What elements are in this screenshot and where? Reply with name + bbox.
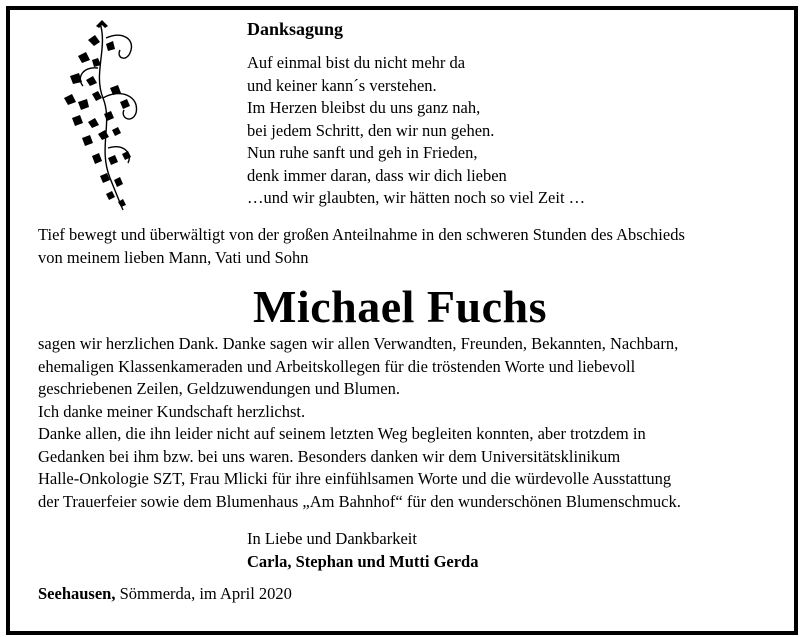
- body-line: Ich danke meiner Kundschaft herzlichst.: [38, 401, 306, 421]
- family-names: Carla, Stephan und Mutti Gerda: [247, 551, 479, 571]
- body-line: Danke allen, die ihn leider nicht auf seinem letzten Weg begleiten konnten, aber trotzdem in: [38, 424, 646, 443]
- poem-line: Auf einmal bist du nicht mehr da: [247, 53, 466, 72]
- place-date: Sömmerda, im April 2020: [115, 584, 292, 603]
- ivy-vine-icon: [48, 18, 158, 213]
- poem-line: bei jedem Schritt, den wir nun gehen.: [247, 120, 495, 140]
- body-line: sagen wir herzlichen Dank. Danke sagen wir allen Verwandten, Freunden, Bekannten, Nachbarn,: [38, 334, 679, 353]
- poem-line: Nun ruhe sanft und geh in Frieden,: [247, 143, 478, 162]
- poem-line: Im Herzen bleibst du uns ganz nah,: [247, 98, 481, 117]
- body-line: Gedanken bei ihm bzw. bei uns waren. Besonders danken wir dem Universitätsklinikum: [38, 446, 621, 466]
- place-date-line: [38, 584, 292, 604]
- intro-line: von meinem lieben Mann, Vati und Sohn: [38, 247, 309, 267]
- thanks-paragraph: [38, 333, 788, 513]
- body-line: geschriebenen Zeilen, Geldzuwendungen und Blumen.: [38, 379, 400, 398]
- body-line: der Trauerfeier sowie dem Blumenhaus „Am Bahnhof“ für den wunderschönen Blumenschmuck.: [38, 491, 681, 511]
- poem-line: denk immer daran, dass wir dich lieben: [247, 165, 507, 185]
- intro-paragraph: [38, 224, 778, 269]
- body-line: ehemaligen Klassenkameraden und Arbeitskollegen für die tröstenden Worte und liebevoll: [38, 356, 636, 376]
- deceased-name: Michael Fuchs: [253, 281, 547, 332]
- poem-line: …und wir glaubten, wir hätten noch so viel Zeit …: [247, 188, 586, 207]
- closing-greeting: In Liebe und Dankbarkeit: [247, 529, 417, 548]
- title-heading: Danksagung: [247, 19, 344, 39]
- closing-block: [247, 528, 478, 573]
- place-town: Seehausen,: [38, 584, 116, 603]
- intro-line: Tief bewegt und überwältigt von der großen Anteilnahme in den schweren Stunden des Abschieds: [38, 225, 685, 244]
- poem-line: und keiner kann´s verstehen.: [247, 75, 437, 95]
- body-line: Halle-Onkologie SZT, Frau Mlicki für ihre einfühlsamen Worte und die würdevolle Ausstattung: [38, 469, 672, 488]
- poem: [247, 52, 585, 210]
